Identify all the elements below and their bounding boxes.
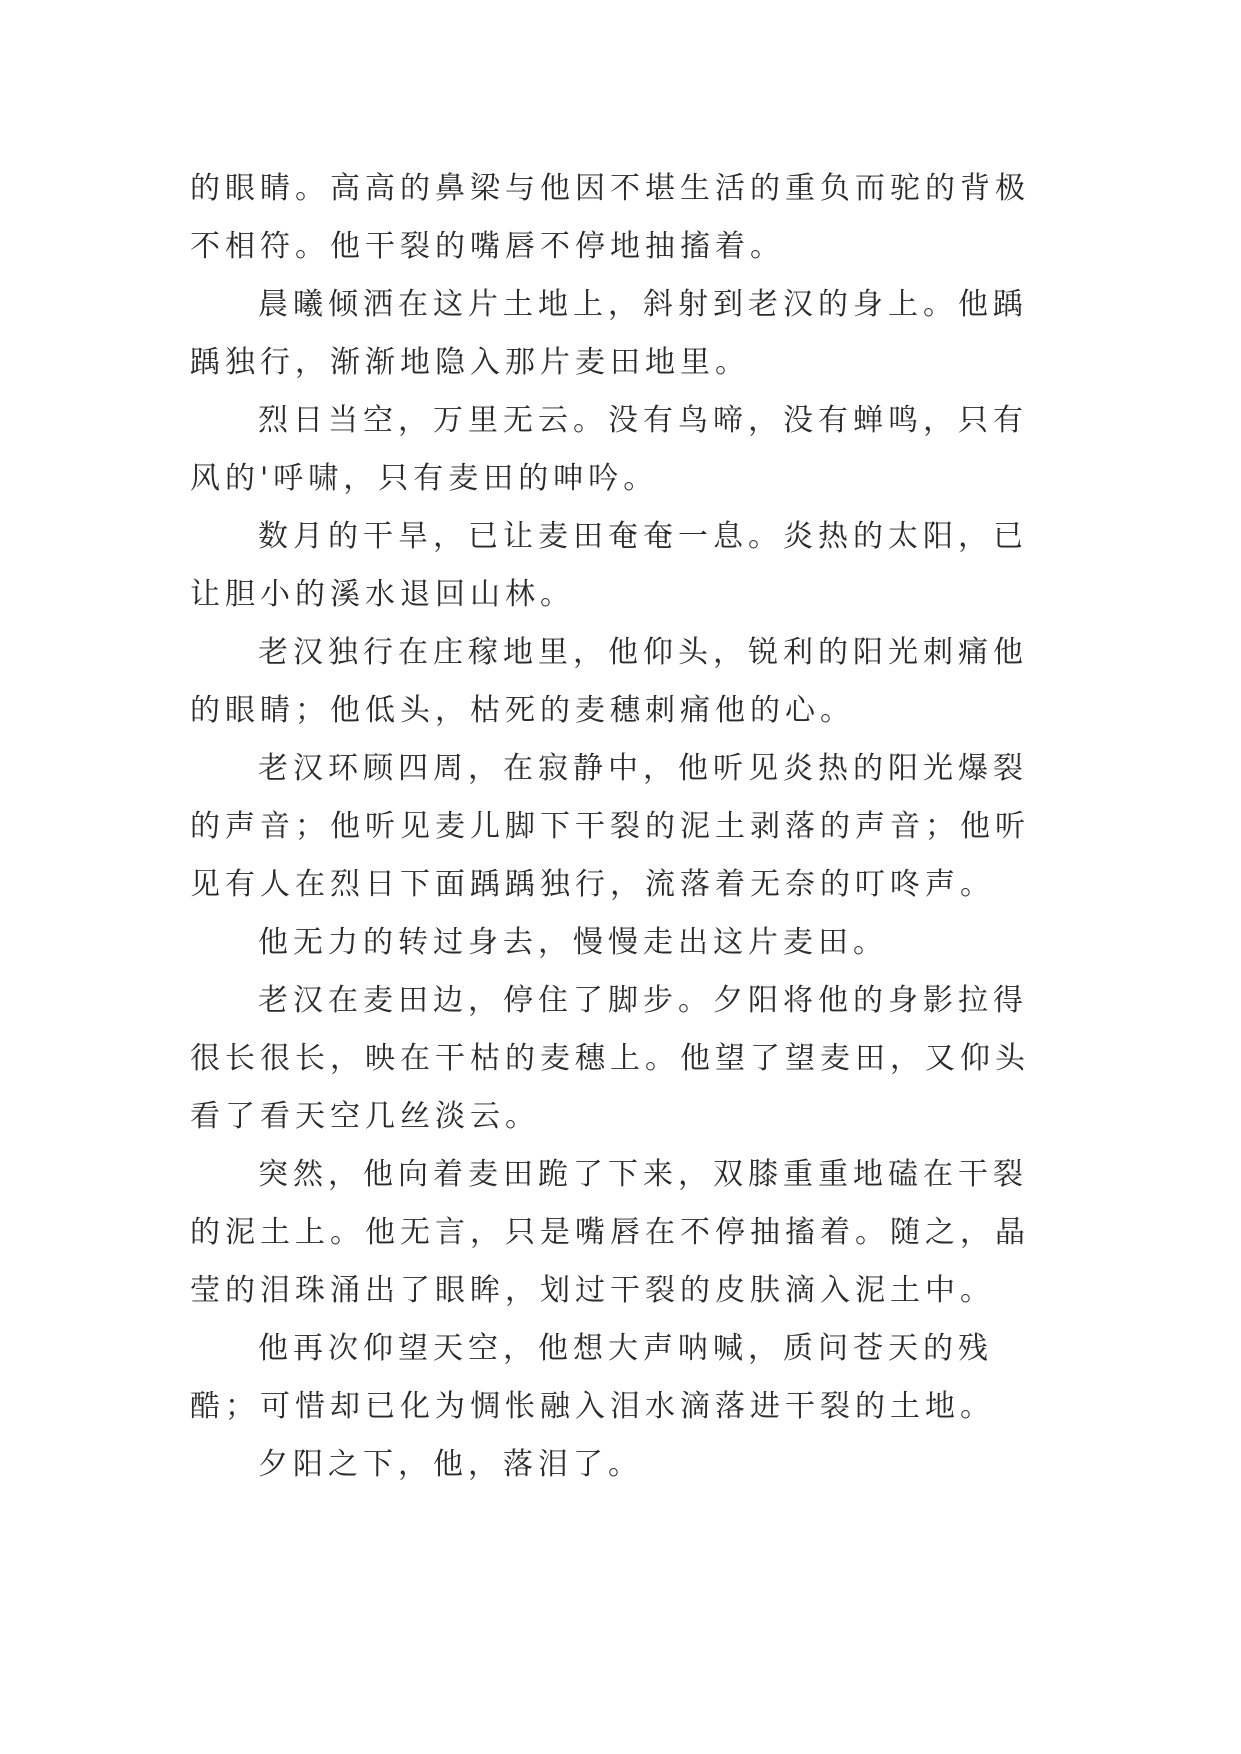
- paragraph: 他再次仰望天空，他想大声呐喊，质问苍天的残酷；可惜却已化为惆怅融入泪水滴落进干裂的土地。: [190, 1331, 995, 1424]
- paragraph: 他无力的转过身去，慢慢走出这片麦田。: [258, 925, 888, 960]
- paragraph: 老汉在麦田边，停住了脚步。夕阳将他的身影拉得很长很长，映在干枯的麦穗上。他望了望麦田，又仰头看了看天空几丝淡云。: [190, 983, 1030, 1134]
- paragraph: 的眼睛。高高的鼻梁与他因不堪生活的重负而驼的背极不相符。他干裂的嘴唇不停地抽搐着。: [190, 171, 1030, 264]
- paragraph: 夕阳之下，他，落泪了。: [258, 1447, 643, 1482]
- paragraph: 烈日当空，万里无云。没有鸟啼，没有蝉鸣，只有风的'呼啸，只有麦田的呻吟。: [190, 403, 1028, 496]
- paragraph: 老汉环顾四周，在寂静中，他听见炎热的阳光爆裂的声音；他听见麦儿脚下干裂的泥土剥落的声音；他听见有人在烈日下面踽踽独行，流落着无奈的叮咚声。: [190, 751, 1030, 902]
- paragraph: 老汉独行在庄稼地里，他仰头，锐利的阳光刺痛他的眼睛；他低头，枯死的麦穗刺痛他的心。: [190, 635, 1028, 728]
- paragraph: 数月的干旱，已让麦田奄奄一息。炎热的太阳，已让胆小的溪水退回山林。: [190, 519, 1028, 612]
- paragraph: 晨曦倾洒在这片土地上，斜射到老汉的身上。他踽踽独行，渐渐地隐入那片麦田地里。: [190, 287, 1028, 380]
- article-body: [190, 160, 1050, 1494]
- paragraph: 突然，他向着麦田跪了下来，双膝重重地磕在干裂的泥土上。他无言，只是嘴唇在不停抽搐着。随之，晶莹的泪珠涌出了眼眸，划过干裂的皮肤滴入泥土中。: [190, 1157, 1030, 1308]
